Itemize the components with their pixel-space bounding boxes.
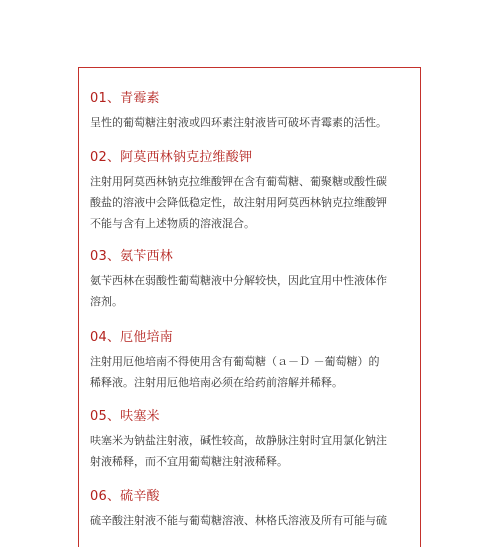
entry-title: 03、氨苄西林	[90, 249, 173, 264]
entry-body	[90, 171, 420, 234]
entry-body	[90, 430, 420, 472]
entry-title: 02、阿莫西林钠克拉维酸钾	[90, 150, 253, 165]
entry-title: 05、呋塞米	[90, 409, 160, 424]
entry-body-line: 不能与含有上述物质的溶液混合。	[90, 217, 255, 230]
entry-body	[90, 510, 420, 531]
entry-body-line: 射液稀释，而不宜用葡萄糖注射液稀释。	[90, 455, 288, 468]
entry-furosemide	[90, 408, 420, 472]
entry-body-line: 呈性的葡萄糖注射液或四环素注射液皆可破坏青霉素的活性。	[90, 116, 387, 129]
entry-body-line: 硫辛酸注射液不能与葡萄糖溶液、林格氏溶液及所有可能与硫	[90, 514, 387, 527]
entry-title: 06、硫辛酸	[90, 489, 160, 504]
entry-ertapenem	[90, 329, 420, 393]
entry-penicillin	[90, 90, 420, 133]
entry-body	[90, 270, 420, 312]
entry-body-line: 酸盐的溶液中会降低稳定性，故注射用阿莫西林钠克拉维酸钾	[90, 196, 387, 209]
entry-body-line: 呋塞米为钠盐注射液，碱性较高，故静脉注射时宜用氯化钠注	[90, 434, 387, 447]
entry-title: 04、厄他培南	[90, 330, 173, 345]
entry-thioctic-acid	[90, 488, 420, 531]
entry-body-line: 氨苄西林在弱酸性葡萄糖液中分解较快，因此宜用中性液体作	[90, 274, 387, 287]
entry-amoxicillin-clavulanate	[90, 149, 420, 234]
entry-body	[90, 112, 420, 133]
entry-body-line: 注射用厄他培南不得使用含有葡萄糖（ａ－Ｄ －葡萄糖）的	[90, 355, 380, 368]
entry-body-line: 溶剂。	[90, 295, 123, 308]
entry-body-line: 稀释液。注射用厄他培南必须在给药前溶解并稀释。	[90, 376, 343, 389]
entry-body-line: 注射用阿莫西林钠克拉维酸钾在含有葡萄糖、葡聚糖或酸性碳	[90, 175, 387, 188]
entry-body	[90, 351, 420, 393]
entry-ampicillin	[90, 248, 420, 312]
entry-title: 01、青霉素	[90, 91, 160, 106]
drug-incompatibility-card	[78, 67, 421, 547]
